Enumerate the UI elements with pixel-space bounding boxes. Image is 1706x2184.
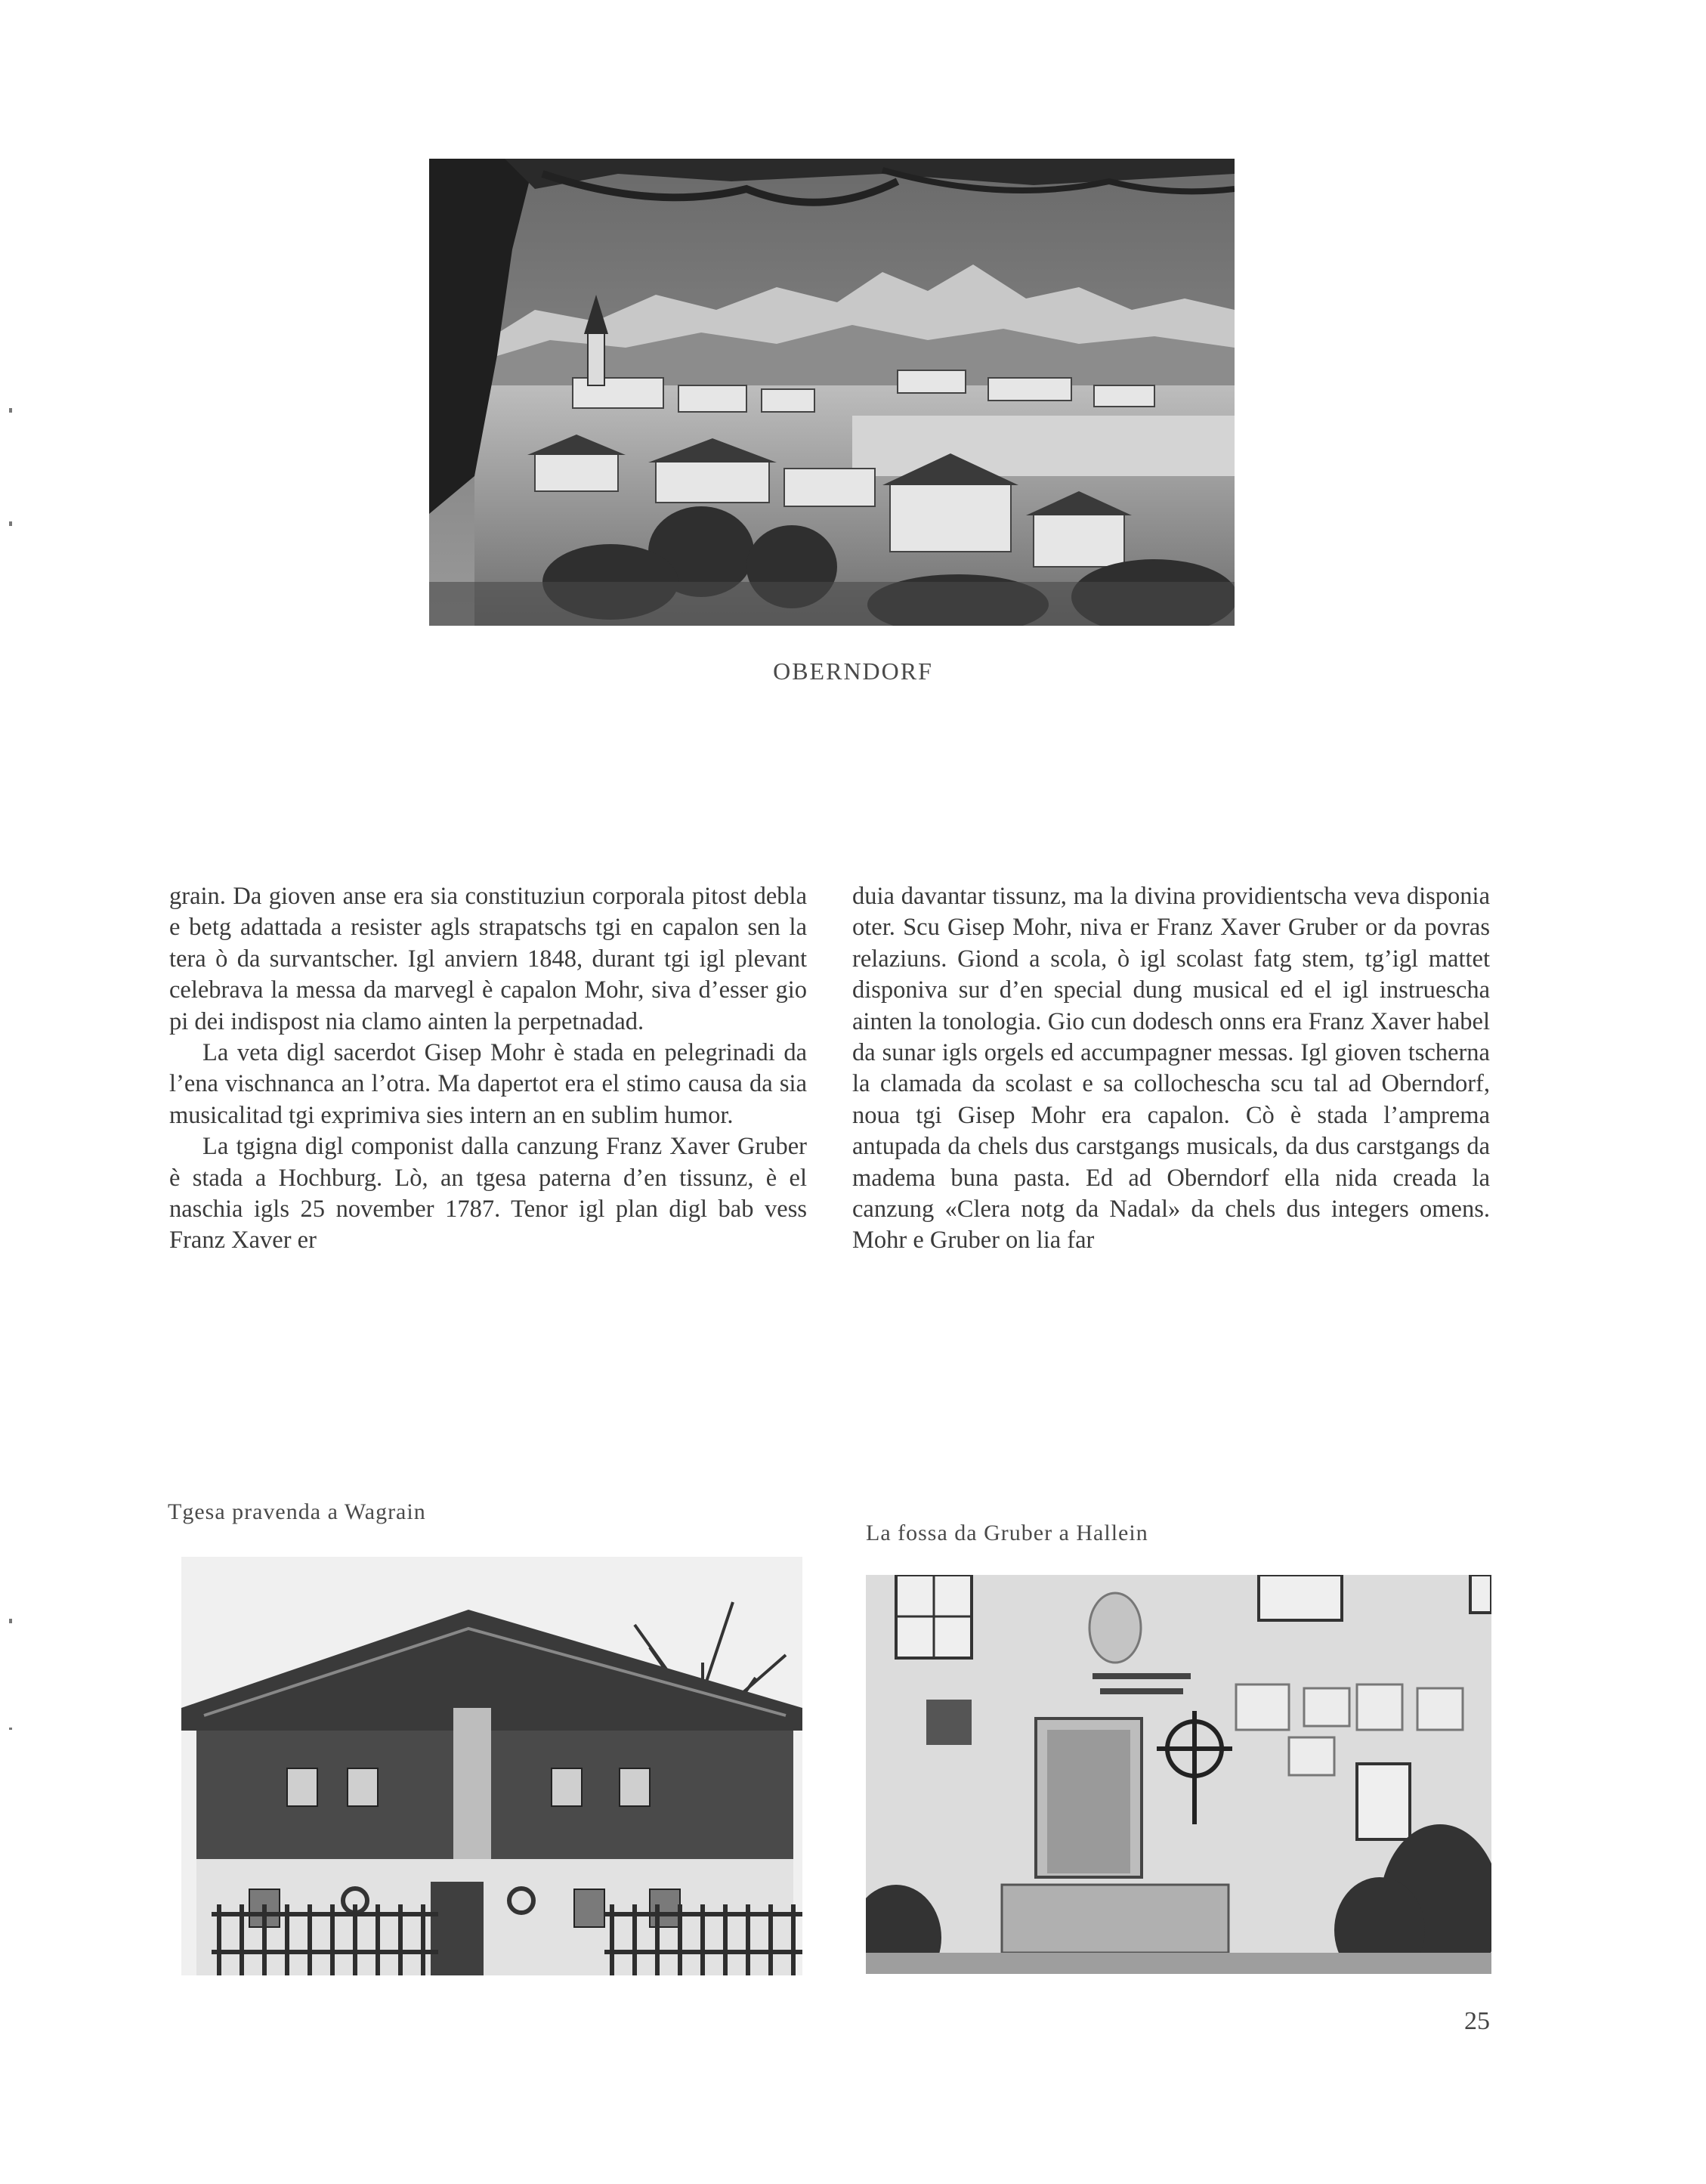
page-number: 25 — [1464, 2007, 1490, 2035]
paragraph: La tgigna digl componist dalla canzung Franz Xaver Gruber è stada a Hochburg. Lò, an tgesa paterna d’en tissunz, è el naschia igls 25 november 1787. Tenor igl plan digl bab vess Franz Xaver er — [169, 1133, 807, 1254]
town-landscape-photo — [429, 159, 1235, 626]
text-column-right — [852, 881, 1490, 1380]
house-photo — [181, 1557, 802, 1975]
caption-gruber-grave: La fossa da Gruber a Hallein — [866, 1520, 1148, 1545]
wagrain-house-photo — [181, 1557, 802, 1975]
scan-mark — [9, 1728, 12, 1730]
text-column-left — [169, 881, 807, 1380]
scan-mark — [9, 1619, 12, 1623]
paragraph: grain. Da gioven anse era sia constituziun corporala pitost debla e betg adattada a resister agls strapatschs tgi en capalon sen la tera ò da survantscher. Igl anviern 1848, durant tgi igl plevant celebrava la messa da marvegl è capalon Mohr, siva d’esser gio pi dei indispost nia clamo ainten la perpetnadad. — [169, 883, 807, 1035]
scan-mark — [9, 521, 12, 526]
scan-mark — [9, 408, 12, 413]
caption-oberndorf: OBERNDORF — [773, 657, 933, 685]
oberndorf-photo — [429, 159, 1235, 626]
paragraph: La veta digl sacerdot Gisep Mohr è stada en pelegrinadi da l’ena vischnanca an l’otra. Ma dapertot era el stimo causa da sia musicalitad tgi exprimiva sies intern an en sublim humor. — [169, 1039, 807, 1129]
grave-photo — [866, 1575, 1491, 1974]
caption-wagrain-house: Tgesa pravenda a Wagrain — [168, 1499, 426, 1524]
gruber-grave-photo — [866, 1575, 1491, 1974]
paragraph: duia davantar tissunz, ma la divina providientscha veva disponia oter. Scu Gisep Mohr, niva er Franz Xaver Gruber or da povras relaziuns. Giond a scola, ò igl scolast fatg stem, tg’igl mattet disponiva sur d’en special dung musical ed el igl instruescha ainten la tonologia. Gio cun dodesch onns era Franz Xaver habel da sunar igls orgels ed accumpagner messas. Igl gioven tscherna la clamada da scolast e sa collochescha scu tal ad Oberndorf, noua tgi Gisep Mohr era capalon. Cò è stada l’amprema antupada da chels dus carstgangs musicals, da dus carstgangs da madema buna pasta. Ed ad Oberndorf ella nida creada la canzung «Clera notg da Nadal» da chels dus integers omens. Mohr e Gruber on lia far — [852, 883, 1490, 1254]
